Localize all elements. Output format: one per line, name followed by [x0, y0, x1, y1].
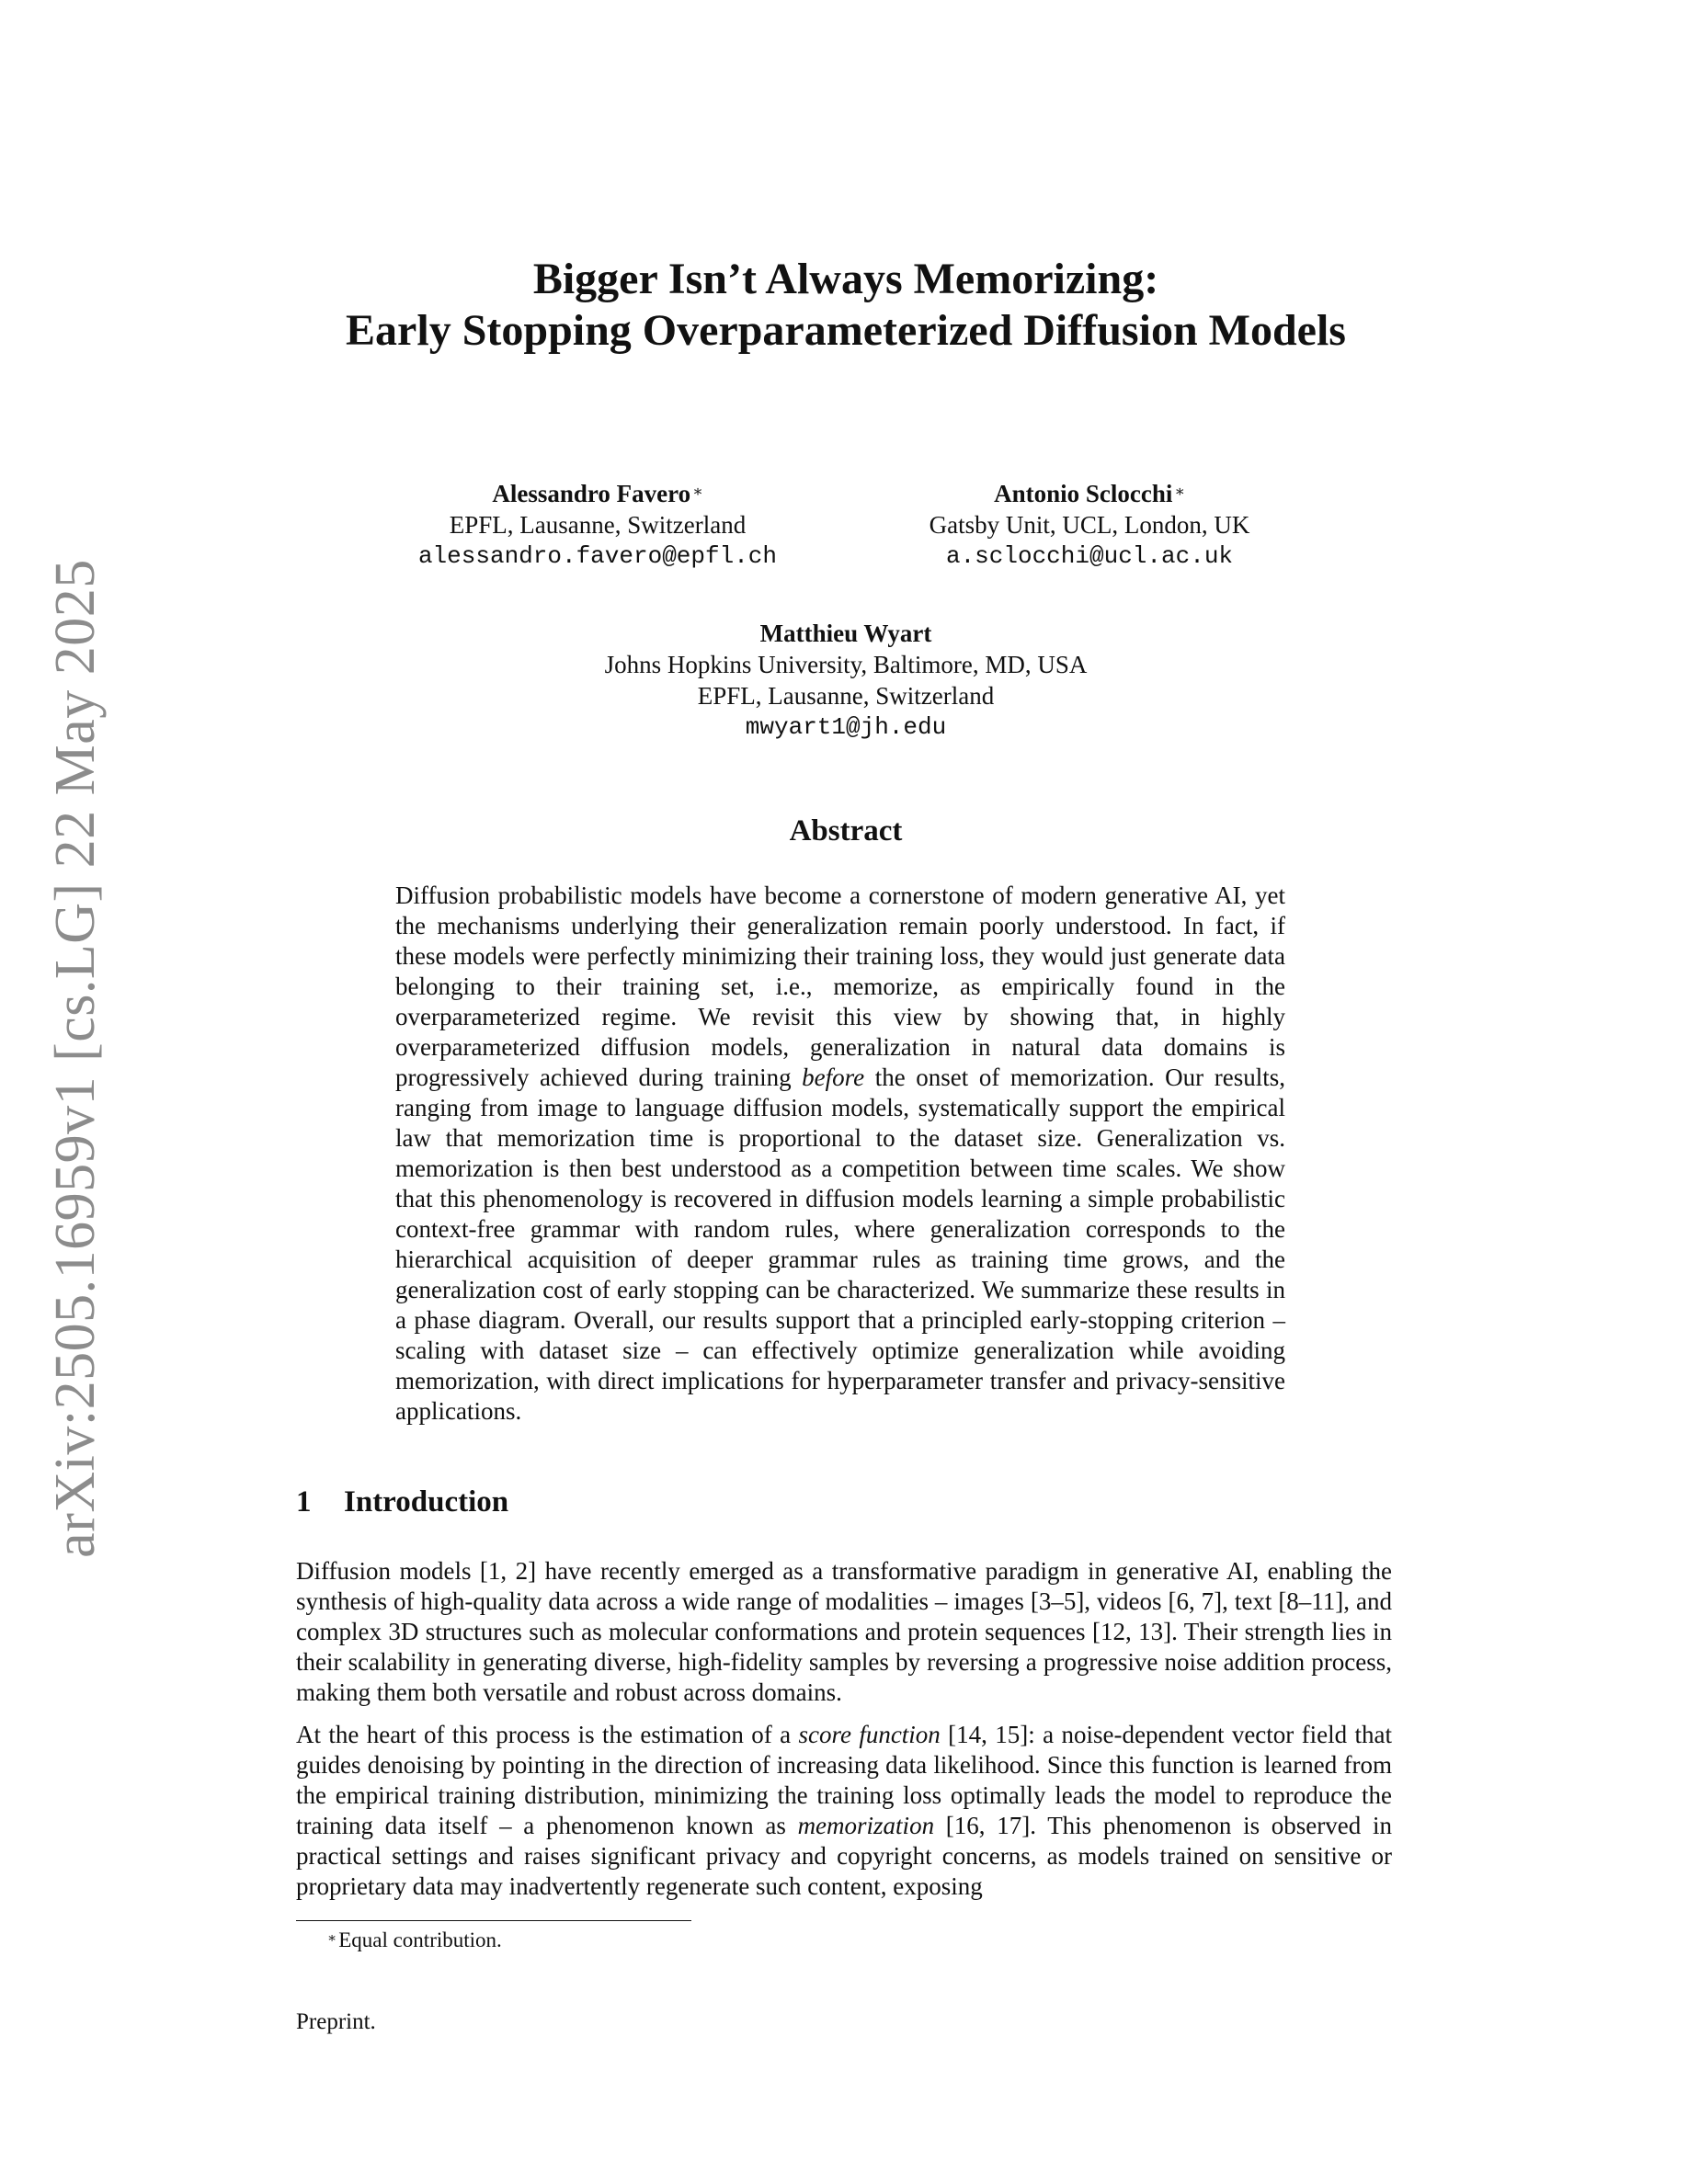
author-name-row — [391, 478, 804, 509]
author-block — [524, 618, 1168, 743]
preprint-label: Preprint. — [296, 2009, 376, 2034]
author-name: Antonio Sclocchi — [994, 480, 1173, 507]
author-affiliation: EPFL, Lausanne, Switzerland — [697, 682, 995, 710]
paragraph-text: At the heart of this process is the estimation of a — [296, 1721, 799, 1748]
term-emphasis: memorization — [797, 1812, 935, 1839]
author-email[interactable]: a.sclocchi@ucl.ac.uk — [945, 542, 1234, 570]
author-affiliation: Gatsby Unit, UCL, London, UK — [929, 511, 1250, 539]
equal-contribution-marker: ∗ — [692, 483, 703, 500]
author-name: Matthieu Wyart — [759, 620, 932, 647]
footnote-rule — [296, 1920, 691, 1921]
footnote-text: Equal contribution. — [338, 1928, 502, 1951]
abstract-heading: Abstract — [789, 814, 903, 847]
author-block — [883, 478, 1296, 572]
section-number: 1 — [296, 1485, 312, 1519]
abstract-emphasis: before — [802, 1064, 865, 1091]
abstract-text: the onset of memorization. Our results, ranging from image to language diffusion models, systematically support the empirical law that memorization time is proportional to the dataset size. Generalization vs. memorization is then best understood as a competition between time scales. We show that this phenomenology is recovered in diffusion models learning a simple probabilistic context-free grammar with random rules, where generalization corresponds to the hierarchical acquisition of deeper grammar rules as training time grows, and the generalization cost of early stopping can be characterized. We summarize these results in a phase diagram. Overall, our results support that a principled early-stopping criterion – scaling with dataset size – can effectively optimize generalization while avoiding memorization, with direct implications for hyperparameter transfer and privacy-sensitive applications. — [395, 1064, 1285, 1425]
paper-title — [294, 254, 1397, 357]
arxiv-stamp-text: arXiv:2505.16959v1 [cs.LG] 22 May 2025 — [43, 558, 107, 1558]
footnote — [327, 1927, 502, 1954]
author-name-row — [883, 478, 1296, 509]
paragraph: Diffusion models [1, 2] have recently emerged as a transformative paradigm in generative AI, enabling the synthesis of high-quality data across a wide range of modalities – images [3–5], videos [6, 7], text [8–11], and complex 3D structures such as molecular conformations and protein sequences [12, 13]. Their strength lies in their scalability in generating diverse, high-fidelity samples by reversing a progressive noise addition process, making them both versatile and robust across domains. — [296, 1557, 1392, 1706]
term-emphasis: score function — [798, 1721, 941, 1748]
author-email[interactable]: alessandro.favero@epfl.ch — [417, 542, 778, 570]
author-affiliation: EPFL, Lausanne, Switzerland — [449, 511, 747, 539]
author-name: Alessandro Favero — [492, 480, 691, 507]
author-email[interactable]: mwyart1@jh.edu — [745, 713, 947, 741]
section-heading — [296, 1485, 508, 1519]
arxiv-stamp — [43, 558, 107, 1558]
author-affiliation: Johns Hopkins University, Baltimore, MD, USA — [604, 651, 1088, 678]
footnote-marker: ∗ — [327, 1931, 337, 1946]
abstract-body — [395, 881, 1285, 1427]
author-block — [391, 478, 804, 572]
title-line-1: Bigger Isn’t Always Memorizing: — [532, 255, 1159, 303]
paragraph — [296, 1720, 1392, 1902]
abstract-text: Diffusion probabilistic models have become a cornerstone of modern generative AI, yet the mechanisms underlying their generalization remain poorly understood. In fact, if these models were perfectly minimizing their training loss, they would just generate data belonging to their training set, i.e., memorize, as empirically found in the overparameterized regime. We revisit this view by showing that, in highly overparameterized diffusion models, generalization in natural data domains is progressively achieved during training — [395, 882, 1285, 1091]
paragraph-text: [16, 17]. This phenomenon is observed in practical settings and raises significant privacy and copyright concerns, as models trained on sensitive or proprietary data may inadvertently regenerate such content, exposing — [296, 1812, 1392, 1900]
section-title: Introduction — [344, 1485, 509, 1519]
paragraph-text: [14, 15]: a noise-dependent vector field that guides denoising by pointing in the direction of increasing data likelihood. Since this function is learned from the empirical training distribution, minimizing the training loss optimally leads the model to reproduce the training data itself – a phenomenon known as — [296, 1721, 1392, 1839]
title-line-2: Early Stopping Overparameterized Diffusion Models — [346, 306, 1346, 355]
equal-contribution-marker: ∗ — [1174, 483, 1185, 500]
